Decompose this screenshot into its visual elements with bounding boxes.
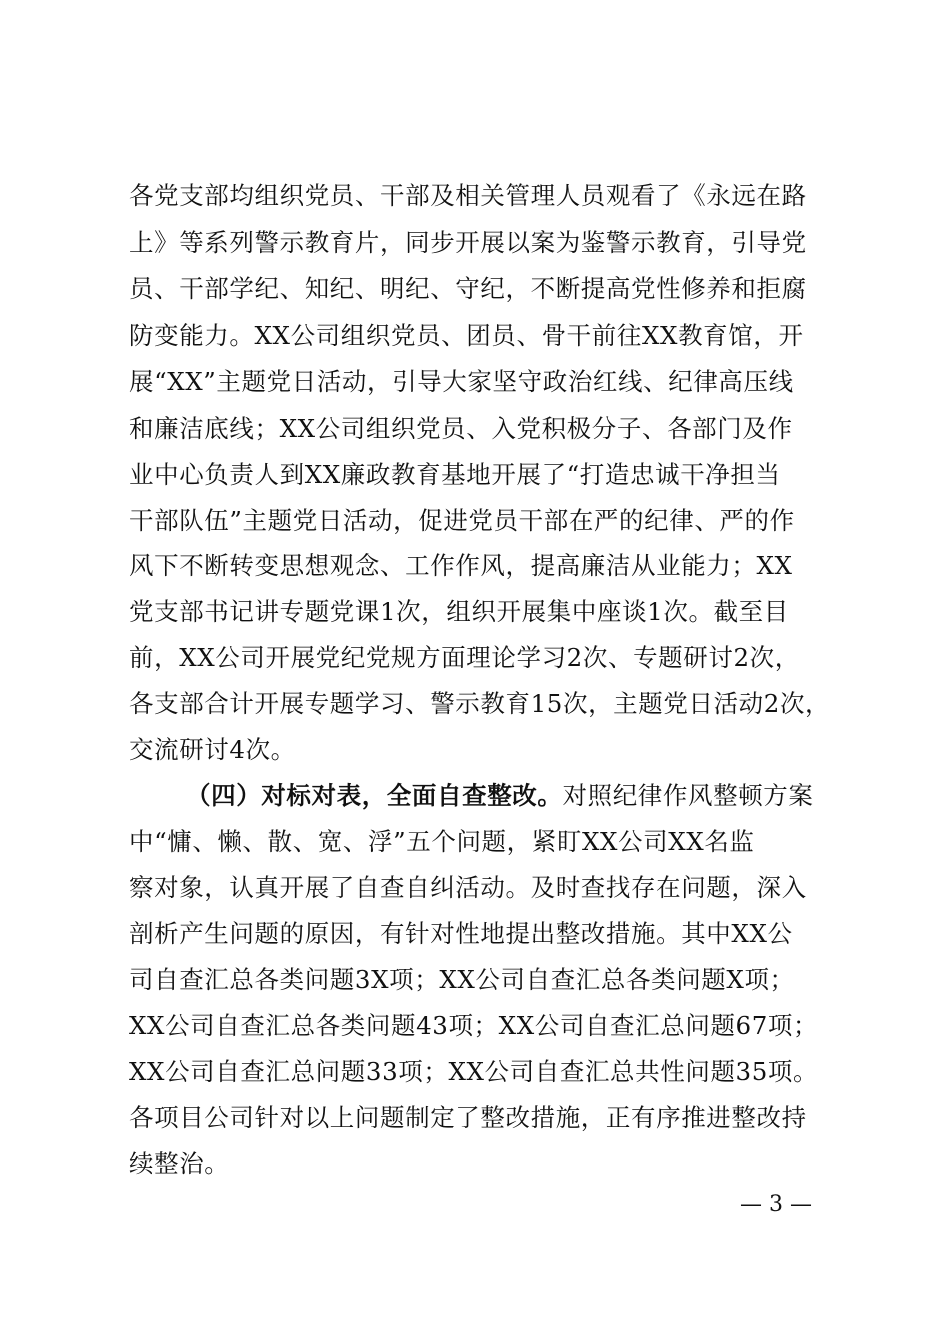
text-line-first [186, 781, 839, 811]
section-heading: （四）对标对表，全面自查整改。 [186, 781, 563, 810]
text-line: 续整治。 [129, 1149, 230, 1178]
text-line: XX公司自查汇总问题33项；XX公司自查汇总共性问题35项。 [129, 1057, 819, 1086]
text-line: 各党支部均组织党员、干部及相关管理人员观看了《永远在路 [129, 181, 807, 210]
text-line: 前，XX公司开展党纪党规方面理论学习2次、专题研讨2次， [129, 643, 800, 672]
text-line: 风下不断转变思想观念、工作作风，提高廉洁从业能力；XX [129, 551, 793, 580]
text-line: 司自查汇总各类问题3X项；XX公司自查汇总各类问题X项； [129, 965, 795, 994]
text-line: 干部队伍”主题党日活动，促进党员干部在严的纪律、严的作 [129, 506, 795, 535]
text-line: 各项目公司针对以上问题制定了整改措施，正有序推进整改持 [129, 1103, 807, 1132]
text-line: 党支部书记讲专题党课1次，组织开展集中座谈1次。截至目 [129, 597, 789, 626]
text-line: 交流研讨4次。 [129, 735, 296, 764]
text-line: XX公司自查汇总各类问题43项；XX公司自查汇总问题67项； [129, 1011, 819, 1040]
text-line: 防变能力。XX公司组织党员、团员、骨干前往XX教育馆，开 [129, 321, 804, 350]
text-line: 各支部合计开展专题学习、警示教育15次，主题党日活动2次， [129, 689, 831, 718]
text-line: 察对象，认真开展了自查自纠活动。及时查找存在问题，深入 [129, 873, 807, 902]
text-line: 剖析产生问题的原因，有针对性地提出整改措施。其中XX公 [129, 919, 793, 948]
text-line: 中“慵、懒、散、宽、浮”五个问题，紧盯XX公司XX名监 [129, 827, 755, 856]
text-line: 业中心负责人到XX廉政教育基地开展了“打造忠诚干净担当 [129, 460, 781, 489]
text-span: 对照纪律作风整顿方案 [562, 781, 814, 810]
text-line: 展“XX”主题党日活动，引导大家坚守政治红线、纪律高压线 [129, 367, 794, 396]
text-line: 和廉洁底线；XX公司组织党员、入党积极分子、各部门及作 [129, 414, 793, 443]
text-line: 上》等系列警示教育片，同步开展以案为鉴警示教育，引导党 [129, 228, 807, 257]
text-line: 员、干部学纪、知纪、明纪、守纪，不断提高党性修养和拒腐 [129, 274, 807, 303]
page-number: — 3 — [740, 1192, 812, 1217]
